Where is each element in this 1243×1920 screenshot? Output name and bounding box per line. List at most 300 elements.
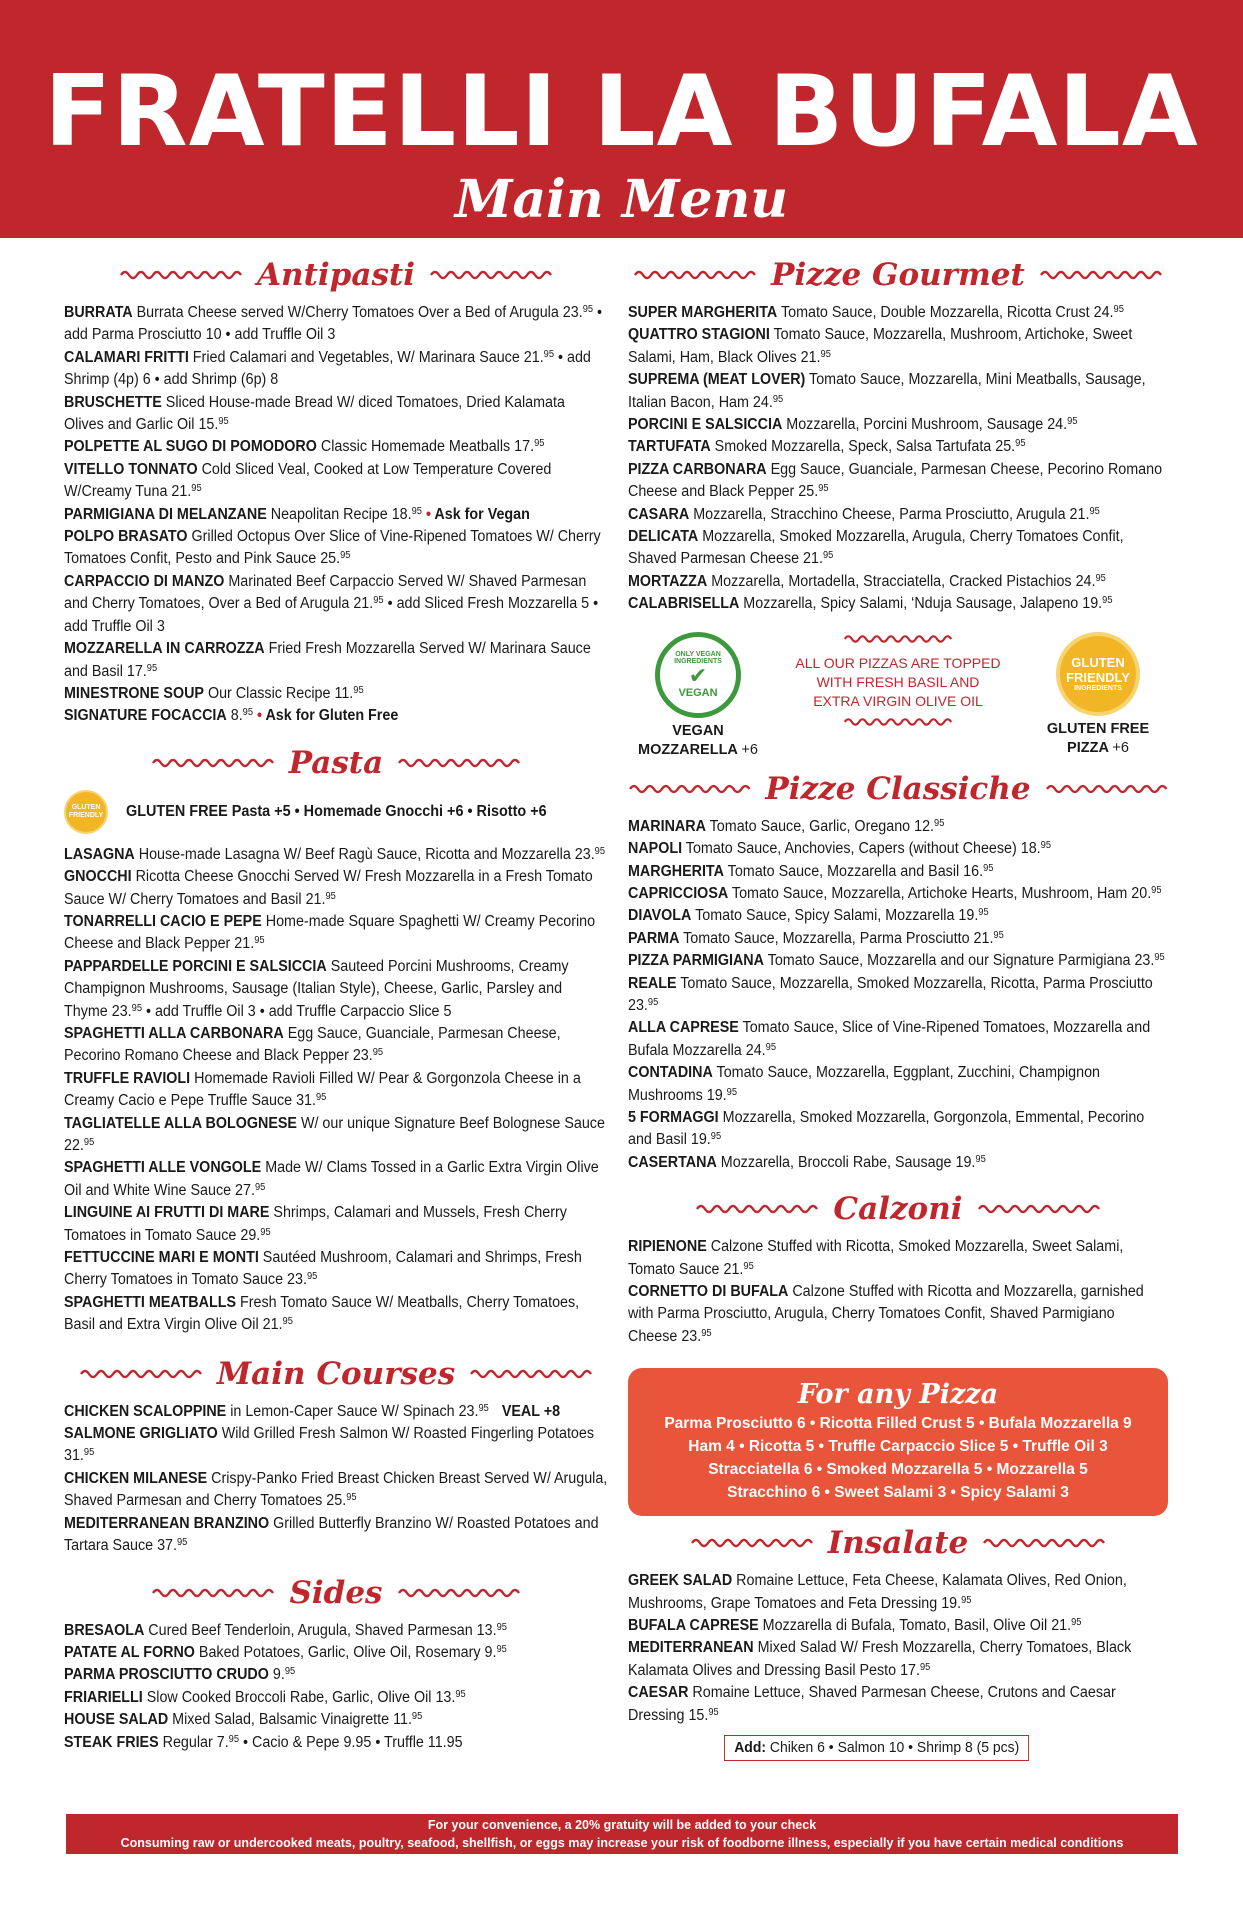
item-name: BUFALA CAPRESE (628, 1617, 759, 1635)
item-description: Tomato Sauce, Anchovies, Capers (without Cheese) (685, 840, 1017, 858)
item-price: 11. (334, 684, 354, 702)
item-description: Fresh Tomato Sauce W/ Meatballs, Cherry Tomatoes, Basil and Extra Virgin Olive Oil (64, 1293, 580, 1334)
item-name: PORCINI E SALSICCIA (628, 416, 783, 434)
item-price-cents: 95 (822, 550, 834, 562)
menu-item (64, 1642, 608, 1664)
menu-item (628, 1682, 1168, 1727)
item-description: Calzone Stuffed with Ricotta and Mozzarella, garnished with Parma Prosciutto, Arugula, Cherry Tomatoes Confit, Shaved Parmigiano Cheese (628, 1283, 1144, 1345)
item-price-cents: 95 (1015, 438, 1026, 450)
item-price: 25. (798, 483, 819, 501)
basil-note: ALL OUR PIZZAS ARE TOPPED WITH FRESH BASIL AND EXTRA VIRGIN OLIVE OIL (795, 654, 1001, 709)
item-description: Tomato Sauce, Mozzarella, Smoked Mozzarella, Ricotta, Parma Prosciutto (680, 974, 1153, 992)
item-price-cents: 95 (83, 1137, 95, 1148)
item-description: Calzone Stuffed with Ricotta, Smoked Mozzarella, Sweet Salami, Tomato Sauce (628, 1238, 1124, 1278)
item-description: Egg Sauce, Guanciale, Parmesan Cheese, Pecorino Romano Cheese and Black Pepper (628, 460, 1163, 501)
any-pizza-box (628, 1368, 1168, 1516)
item-name: CORNETTO DI BUFALA (628, 1283, 789, 1300)
item-description: Romaine Lettuce, Feta Cheese, Kalamata Olives, Red Onion, Mushrooms, Grape Tomatoes and Feta Dressing (628, 1572, 1127, 1612)
item-name: ALLA CAPRESE (628, 1019, 739, 1037)
item-price: 17. (514, 438, 535, 456)
item-description: Tomato Sauce, Mozzarella and our Signature Parmigiana (767, 952, 1131, 970)
menu-item (628, 324, 1168, 369)
wave-divider-icon (469, 1367, 593, 1381)
item-price: 19. (941, 1594, 962, 1612)
item-price-cents: 95 (772, 393, 784, 405)
item-price: 19. (955, 1153, 976, 1171)
item-price: 21. (305, 890, 326, 908)
item-add-ons: • add Shrimp (4p) 6 • add Shrimp (6p) 8 (64, 348, 591, 389)
item-price: 23. (628, 996, 648, 1014)
item-price-cents: 95 (228, 1733, 240, 1745)
item-price-cents: 95 (594, 845, 606, 857)
pizze-classiche-list (628, 816, 1168, 1175)
menu-item (64, 1292, 608, 1337)
item-price: 31. (296, 1092, 316, 1110)
section-header-calzoni (628, 1188, 1168, 1230)
menu-item (628, 1152, 1168, 1174)
item-price: 25. (320, 550, 341, 568)
item-description: Our Classic Recipe (207, 684, 331, 702)
item-description: Smoked Mozzarella, Speck, Salsa Tartufata (714, 438, 992, 456)
menu-item (64, 1709, 608, 1731)
item-name: BRESAOLA (64, 1621, 145, 1639)
item-name: MORTAZZA (628, 572, 708, 590)
footer-notice (66, 1814, 1178, 1854)
any-pizza-line: Ham 4 • Ricotta 5 • Truffle Carpaccio Slice 5 • Truffle Oil 3 (688, 1438, 1108, 1456)
item-price-cents: 95 (131, 1002, 142, 1014)
item-name: PIZZA CARBONARA (628, 460, 767, 478)
menu-item (628, 973, 1168, 1018)
item-price: 27. (235, 1181, 255, 1199)
item-description: Tomato Sauce, Mozzarella, Parma Prosciutto (683, 929, 970, 947)
item-price-cents: 95 (975, 1153, 986, 1165)
item-price-cents: 95 (726, 1086, 738, 1098)
item-description: Cold Sliced Veal, Cooked at Low Temperature Covered W/Creamy Tuna (64, 460, 552, 501)
item-description: Mozzarella, Smoked Mozzarella, Arugula, Cherry Tomatoes Confit, Shaved Parmesan Cheese (628, 528, 1124, 568)
menu-item (628, 1107, 1168, 1152)
item-description: Tomato Sauce, Mozzarella, Mushroom, Artichoke, Sweet Salami, Ham, Black Olives (628, 326, 1133, 366)
menu-item (64, 1023, 608, 1068)
item-price-cents: 95 (993, 929, 1004, 941)
item-price: 19. (690, 1131, 711, 1149)
item-name: LINGUINE AI FRUTTI DI MARE (64, 1204, 270, 1222)
item-price-cents: 95 (340, 550, 351, 562)
item-description: Classic Homemade Meatballs (320, 438, 511, 456)
any-pizza-title: For any Pizza (797, 1379, 999, 1411)
wave-divider-icon (1045, 782, 1168, 796)
menu-item (64, 1620, 608, 1642)
item-price-cents: 95 (920, 1661, 931, 1673)
wave-divider-icon (690, 1536, 814, 1550)
item-price-cents: 95 (325, 890, 336, 902)
wave-divider-icon (397, 1586, 521, 1600)
item-price-cents: 95 (1095, 572, 1106, 584)
item-description: Sautéed Mushroom, Calamari and Shrimps, Fresh Cherry Tomatoes in Tomato Sauce (64, 1249, 582, 1289)
item-price: 24. (1093, 304, 1114, 321)
menu-item (64, 1157, 608, 1202)
vegan-price: +6 (741, 741, 758, 758)
section-title: Main Courses (216, 1355, 456, 1392)
item-name: CALAMARI FRITTI (64, 348, 189, 366)
item-name: FETTUCCINE MARI E MONTI (64, 1249, 259, 1267)
gf-word: GLUTEN (1071, 655, 1125, 671)
item-name: BURRATA (64, 304, 133, 321)
vegan-caption (628, 722, 768, 760)
gluten-friendly-icon (1056, 632, 1140, 716)
section-header-sides (64, 1572, 608, 1614)
item-name: REALE (628, 974, 677, 992)
pasta-options-text (126, 803, 547, 821)
item-description: Fried Calamari and Vegetables, W/ Marinara Sauce (192, 348, 520, 366)
item-price-cents: 95 (765, 1041, 777, 1053)
item-price: 11. (393, 1711, 412, 1729)
item-description: Mozzarella, Mortadella, Stracciatella, Cracked Pistachios (711, 572, 1072, 590)
item-price-cents: 95 (647, 996, 659, 1008)
bullet-dot: • (421, 505, 435, 523)
menu-item (628, 816, 1168, 838)
item-name: TARTUFATA (628, 438, 711, 456)
item-name: PAPPARDELLE PORCINI E SALSICCIA (64, 957, 327, 975)
item-price: 13. (435, 1688, 456, 1706)
item-price-cents: 95 (353, 684, 364, 696)
item-name: SIGNATURE FOCACCIA (64, 707, 227, 725)
item-name: MARGHERITA (628, 862, 724, 880)
left-column (64, 250, 608, 1754)
basil-note-box (793, 632, 1003, 729)
item-price-cents: 95 (1040, 840, 1052, 852)
menu-item (64, 705, 608, 727)
item-price-cents: 95 (315, 1092, 327, 1104)
item-name: CHICKEN SCALOPPINE (64, 1402, 227, 1420)
item-price-cents: 95 (1151, 884, 1162, 896)
item-price: 21. (1051, 1617, 1072, 1635)
item-name: LASAGNA (64, 845, 135, 863)
item-price: 23. (111, 1002, 132, 1020)
menu-item (64, 638, 608, 683)
item-price: 21. (800, 348, 821, 366)
item-price: 20. (1131, 884, 1152, 902)
item-add-ons: • Cacio & Pepe 9.95 • Truffle 11.95 (239, 1733, 463, 1751)
antipasti-list (64, 302, 608, 728)
item-price-cents: 95 (177, 1537, 188, 1549)
item-price: 17. (126, 662, 147, 680)
item-price: 31. (64, 1447, 84, 1465)
menu-item (628, 526, 1168, 571)
item-add-ons: • add Parma Prosciutto 10 • add Truffle Oil 3 (64, 304, 603, 344)
item-note: Ask for Vegan (434, 505, 530, 523)
menu-item (628, 369, 1168, 414)
add-text: Chiken 6 • Salmon 10 • Shrimp 8 (5 pcs) (769, 1739, 1020, 1757)
menu-item (64, 571, 608, 638)
item-price-cents: 95 (282, 1316, 293, 1328)
item-price-cents: 95 (534, 438, 545, 450)
menu-item (628, 302, 1168, 324)
section-title: Pasta (288, 744, 384, 781)
item-price: 24. (1075, 572, 1096, 590)
item-price-cents: 95 (411, 505, 422, 517)
item-name: MEDITERRANEAN (628, 1639, 754, 1657)
item-price-cents: 95 (1154, 952, 1165, 964)
menu-item (64, 1664, 608, 1686)
menu-item (628, 861, 1168, 883)
item-price: 19. (958, 907, 979, 925)
item-price-cents: 95 (346, 1492, 357, 1504)
item-name: GREEK SALAD (628, 1572, 733, 1590)
right-column (628, 250, 1168, 1761)
item-price: 13. (476, 1621, 497, 1639)
wave-divider-icon (397, 756, 521, 770)
item-price: 8. (230, 707, 243, 725)
add-label: Add: (734, 1739, 766, 1757)
item-name: CAESAR (628, 1684, 689, 1702)
menu-item (64, 866, 608, 911)
item-description: Mixed Salad, Balsamic Vinaigrette (172, 1711, 390, 1729)
item-name: MOZZARELLA IN CARROZZA (64, 640, 265, 658)
item-description: Baked Potatoes, Garlic, Olive Oil, Rosemary (198, 1643, 481, 1661)
wave-divider-icon (151, 1586, 275, 1600)
item-price: 21. (803, 550, 823, 568)
menu-item (64, 1247, 608, 1292)
item-description: Tomato Sauce, Double Mozzarella, Ricotta Crust (780, 304, 1090, 321)
item-price: 24. (745, 1041, 766, 1059)
item-price-cents: 95 (1067, 416, 1078, 428)
item-description: in Lemon-Caper Sauce W/ Spinach (230, 1402, 455, 1420)
item-price-cents: 95 (478, 1402, 489, 1414)
vegan-caption-text: VEGAN MOZZARELLA (638, 722, 738, 758)
menu-item (64, 956, 608, 1023)
item-name: SUPER MARGHERITA (628, 304, 778, 321)
item-price: 21. (262, 1316, 283, 1334)
menu-item (628, 1017, 1168, 1062)
item-price-cents: 95 (254, 1181, 266, 1193)
wave-divider-icon (843, 715, 953, 729)
wave-divider-icon (151, 756, 275, 770)
item-name: GNOCCHI (64, 868, 132, 886)
item-description: Mozzarella, Stracchino Cheese, Parma Prosciutto, Arugula (693, 505, 1066, 523)
item-name: CARPACCIO DI MANZO (64, 572, 225, 590)
section-title: Antipasti (257, 257, 415, 293)
any-pizza-line: Stracciatella 6 • Smoked Mozzarella 5 • Mozzarella 5 (708, 1461, 1088, 1479)
wave-divider-icon (79, 1367, 203, 1381)
item-price-cents: 95 (284, 1666, 296, 1678)
menu-item (64, 526, 608, 571)
item-price: 21. (171, 483, 192, 501)
section-header-antipasti (64, 254, 608, 296)
section-header-pizze-classiche (628, 768, 1168, 810)
item-note: Ask for Gluten Free (265, 707, 399, 725)
item-name: CONTADINA (628, 1064, 713, 1082)
menu-item (628, 436, 1168, 458)
item-description: Tomato Sauce, Garlic, Oregano (709, 817, 911, 835)
item-add-ons: • add Truffle Oil 3 • add Truffle Carpaccio Slice 5 (141, 1002, 452, 1020)
item-price: 15. (688, 1706, 709, 1724)
item-price-cents: 95 (411, 1711, 423, 1723)
item-price: 23. (562, 304, 583, 321)
item-description: Tomato Sauce, Mozzarella, Eggplant, Zucchini, Champignon Mushrooms (628, 1064, 1101, 1104)
menu-item (628, 883, 1168, 905)
item-price: 18. (391, 505, 412, 523)
menu-item (628, 1236, 1168, 1281)
item-description: Sauteed Porcini Mushrooms, Creamy Champignon Mushrooms, Sausage (Italian Style), Cheese, Garlic, Parsley and Thyme (64, 957, 569, 1020)
wave-divider-icon (119, 268, 243, 282)
item-price: 21. (353, 595, 374, 613)
item-description: Burrata Cheese served W/Cherry Tomatoes Over a Bed of Arugula (136, 304, 559, 321)
item-name: SPAGHETTI MEATBALLS (64, 1293, 237, 1311)
item-name: PARMA (628, 929, 680, 947)
item-price: 24. (752, 393, 773, 411)
menu-item (628, 414, 1168, 436)
item-name: DIAVOLA (628, 907, 692, 925)
item-description: House-made Lasagna W/ Beef Ragù Sauce, Ricotta and Mozzarella (138, 845, 571, 863)
item-name: PARMA PROSCIUTTO CRUDO (64, 1666, 269, 1684)
item-name: NAPOLI (628, 840, 683, 858)
menu-item (64, 504, 608, 526)
menu-item (64, 1732, 608, 1754)
item-price: 23. (287, 1271, 307, 1289)
item-price-cents: 95 (710, 1131, 722, 1143)
item-name: PIZZA PARMIGIANA (628, 952, 764, 970)
item-price: 17. (900, 1661, 921, 1679)
item-price-cents: 95 (306, 1271, 318, 1283)
menu-item (64, 1113, 608, 1158)
item-description: Wild Grilled Fresh Salmon W/ Roasted Fingerling Potatoes (221, 1425, 595, 1443)
section-header-insalate (628, 1522, 1168, 1564)
item-name: SALMONE GRIGLIATO (64, 1425, 218, 1443)
item-name: FRIARIELLI (64, 1688, 143, 1706)
item-description: Shrimps, Calamari and Mussels, Fresh Cherry Tomatoes in Tomato Sauce (64, 1204, 567, 1244)
insalate-list (628, 1570, 1168, 1727)
item-price-cents: 95 (820, 348, 831, 360)
gratuity-notice: For your convenience, a 20% gratuity will be added to your check (427, 1818, 817, 1832)
menu-item (628, 1281, 1168, 1348)
menu-item (64, 302, 608, 347)
item-price-cents: 95 (934, 817, 945, 829)
vegan-ring-text: ONLY VEGAN INGREDIENTS (674, 650, 722, 665)
gf-caption (1028, 720, 1168, 758)
item-name: 5 FORMAGGI (628, 1108, 719, 1126)
item-description: Cured Beef Tenderloin, Arugula, Shaved Parmesan (148, 1621, 473, 1639)
item-price-cents: 95 (1071, 1617, 1082, 1629)
item-description: W/ our unique Signature Beef Bolognese Sauce (300, 1114, 605, 1132)
section-header-pizze-gourmet (628, 254, 1168, 296)
wave-divider-icon (1039, 268, 1163, 282)
item-price: 25. (326, 1492, 347, 1510)
menu-item (64, 911, 608, 956)
item-name: TRUFFLE RAVIOLI (64, 1069, 191, 1087)
item-name: POLPO BRASATO (64, 528, 188, 546)
item-description: Mozzarella di Bufala, Tomato, Basil, Olive Oil (762, 1617, 1048, 1635)
item-description: Home-made Square Spaghetti W/ Creamy Pecorino Cheese and Black Pepper (64, 912, 596, 953)
item-name: QUATTRO STAGIONI (628, 326, 770, 344)
item-name: TAGLIATELLE ALLA BOLOGNESE (64, 1114, 297, 1132)
item-price: 16. (963, 862, 984, 880)
item-price-cents: 95 (1113, 304, 1124, 315)
menu-item (64, 459, 608, 504)
menu-item (64, 1423, 608, 1468)
wave-divider-icon (977, 1202, 1101, 1216)
vegan-leaf-icon: ONLY VEGAN INGREDIENTS ✔ VEGAN (655, 632, 741, 718)
item-price-cents: 95 (708, 1706, 719, 1718)
section-title: Pizze Gourmet (771, 257, 1025, 293)
item-name: CASARA (628, 505, 690, 523)
menu-item (64, 347, 608, 392)
menu-item (628, 571, 1168, 593)
section-title: Sides (289, 1574, 383, 1611)
item-price: 25. (995, 438, 1016, 456)
item-name: SPAGHETTI ALLA CARBONARA (64, 1024, 284, 1042)
item-name: HOUSE SALAD (64, 1711, 169, 1729)
menu-item (628, 1570, 1168, 1615)
item-description: Neapolitan Recipe (270, 505, 388, 523)
item-price: 12. (914, 817, 935, 835)
item-price-cents: 95 (218, 416, 229, 428)
item-name: CALABRISELLA (628, 595, 740, 613)
section-header-main-courses (64, 1353, 608, 1395)
section-title: Calzoni (833, 1191, 963, 1228)
section-header-pasta (64, 742, 608, 784)
pasta-options-line: GLUTEN FREE Pasta +5 • Homemade Gnocchi +6 • Risotto +6 (126, 802, 547, 820)
menu-header (0, 0, 1243, 238)
item-name: PARMIGIANA DI MELANZANE (64, 505, 267, 523)
menu-item (628, 459, 1168, 504)
item-name: VITELLO TONNATO (64, 460, 198, 478)
menu-item (628, 1637, 1168, 1682)
menu-item (628, 1615, 1168, 1637)
item-description: Marinated Beef Carpaccio Served W/ Shaved Parmesan and Cherry Tomatoes, Over a Bed of Arugula (64, 572, 587, 613)
item-description: Grilled Octopus Over Slice of Vine-Ripened Tomatoes W/ Cherry Tomatoes Confit, Pesto and Pink Sauce (64, 528, 601, 568)
calzoni-list (628, 1236, 1168, 1348)
item-price-cents: 95 (582, 304, 594, 315)
item-name: MARINARA (628, 817, 706, 835)
item-price: 22. (64, 1137, 84, 1154)
item-description: Tomato Sauce, Mozzarella and Basil (727, 862, 960, 880)
gluten-friendly-badge-icon: GLUTEN FRIENDLY (64, 790, 108, 834)
item-price: 21. (523, 348, 544, 366)
pizza-badges (628, 632, 1168, 762)
menu-item (628, 593, 1168, 615)
item-price-cents: 95 (961, 1594, 972, 1606)
wave-divider-icon (628, 782, 751, 796)
menu-item (628, 504, 1168, 526)
item-description: Regular (162, 1733, 213, 1751)
item-price-cents: 95 (373, 595, 384, 607)
item-description: Tomato Sauce, Spicy Salami, Mozzarella (695, 907, 955, 925)
bullet-dot: • (253, 707, 266, 725)
item-price-cents: 95 (242, 707, 254, 719)
salad-add-ons (724, 1735, 1029, 1761)
menu-item (64, 1513, 608, 1558)
item-description: Mozzarella, Smoked Mozzarella, Gorgonzola, Emmental, Pecorino and Basil (628, 1108, 1145, 1149)
item-description: Made W/ Clams Tossed in a Garlic Extra Virgin Olive Oil and White Wine Sauce (64, 1159, 599, 1199)
item-price-cents: 95 (978, 907, 989, 919)
pizze-gourmet-list (628, 302, 1168, 616)
item-name: CASERTANA (628, 1153, 717, 1171)
item-price-cents: 95 (701, 1327, 712, 1339)
item-price: 15. (198, 416, 219, 434)
menu-item (64, 392, 608, 437)
item-price: 9. (484, 1643, 497, 1661)
item-name: TONARRELLI CACIO E PEPE (64, 912, 262, 930)
item-price: 23. (681, 1327, 702, 1345)
item-name: POLPETTE AL SUGO DI POMODORO (64, 438, 317, 456)
item-name: PATATE AL FORNO (64, 1643, 195, 1661)
wave-divider-icon (633, 268, 757, 282)
menu-item (64, 1202, 608, 1247)
item-name: CAPRICCIOSA (628, 884, 729, 902)
item-description: Tomato Sauce, Mozzarella, Artichoke Hearts, Mushroom, Ham (731, 884, 1128, 902)
item-price: 37. (157, 1537, 178, 1555)
item-price: 23. (458, 1402, 479, 1420)
